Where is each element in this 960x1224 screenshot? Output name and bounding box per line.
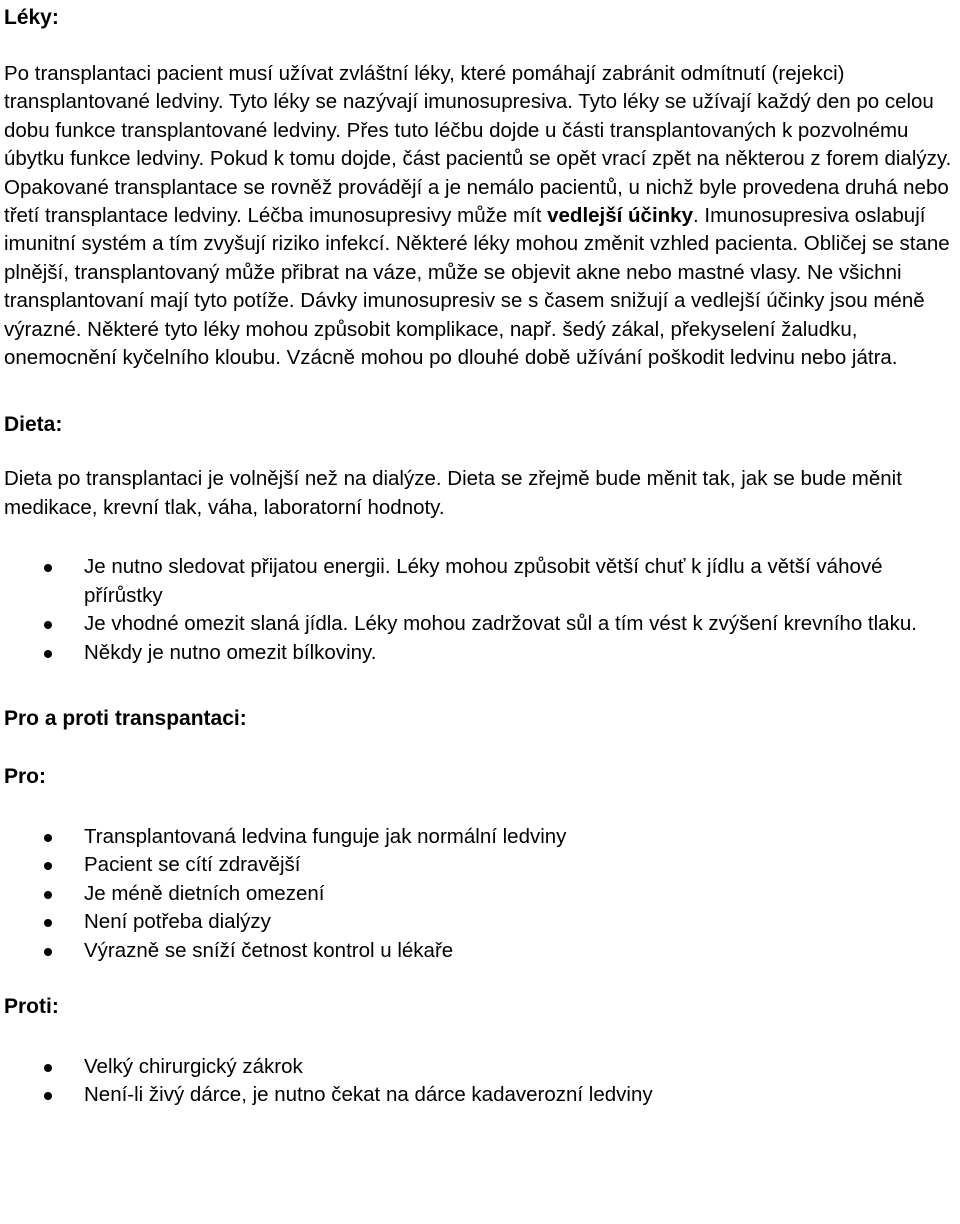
- bullet-icon: [44, 862, 52, 870]
- bullet-icon: [44, 564, 52, 572]
- list-item-text: Někdy je nutno omezit bílkoviny.: [84, 640, 377, 664]
- heading-pro-a-proti: Pro a proti transpantaci:: [4, 706, 247, 730]
- list-item-text: Je vhodné omezit slaná jídla. Léky mohou zadržovat sůl a tím vést k zvýšení krevního tlaku.: [84, 612, 917, 636]
- document-page: [4, 0, 956, 1110]
- paragraph-leky: [4, 60, 956, 372]
- list-item: [4, 851, 956, 879]
- list-item: [4, 639, 956, 667]
- list-item-text: Pacient se cítí zdravější: [84, 853, 301, 877]
- list-item-text: Velký chirurgický zákrok: [84, 1054, 303, 1078]
- bullet-icon: [44, 1092, 52, 1100]
- list-item: [4, 610, 956, 638]
- list-item-text: Je méně dietních omezení: [84, 881, 325, 905]
- leky-text-a: Po transplantaci pacient musí užívat zvláštní léky, které pomáhají zabránit odmítnutí (rejekci) transplantované ledviny. Tyto léky se nazývají imunosupresiva. Tyto léky se užívají každý den po celou dobu funkce transplantované ledviny. Přes tuto léčbu dojde u části transplantovaných k pozvolnému úbytku funkce ledviny. Pokud k tomu dojde, část pacientů se opět vrací zpět na některou z forem dialýzy. Opakované transplantace se rovněž provádějí a je nemálo pacientů, u nichž byle provedena druhá nebo třetí transplantace ledviny. Léčba imunosupresivy může mít: [4, 62, 952, 228]
- bullet-icon: [44, 948, 52, 956]
- list-item-text: Transplantovaná ledvina funguje jak normální ledviny: [84, 824, 567, 848]
- list-item: [4, 937, 956, 965]
- heading-leky: Léky:: [4, 6, 59, 29]
- proti-list: [4, 1053, 956, 1110]
- bullet-icon: [44, 621, 52, 629]
- list-item-text: Není potřeba dialýzy: [84, 910, 271, 934]
- leky-text-b: . Imunosupresiva oslabují imunitní systém a tím zvyšují riziko infekcí. Některé léky mohou změnit vzhled pacienta. Obličej se stane plnější, transplantovaný může přibrat na váze, může se objevit akne nebo mastné vlasy. Ne všichni transplantovaní mají tyto potíže. Dávky imunosupresiv se s časem snižují a vedlejší účinky jsou méně výrazné. Některé tyto léky mohou způsobit komplikace, např. šedý zákal, překyselení žaludku, onemocnění kyčelního kloubu. Vzácně mohou po dlouhé době užívání poškodit ledvinu nebo játra.: [4, 204, 950, 370]
- dieta-list: [4, 553, 956, 667]
- list-item: [4, 908, 956, 936]
- heading-pro: Pro:: [4, 764, 46, 788]
- leky-text-bold: vedlejší účinky: [547, 204, 693, 228]
- heading-dieta: Dieta:: [4, 413, 63, 437]
- bullet-icon: [44, 919, 52, 927]
- heading-proti: Proti:: [4, 994, 59, 1018]
- bullet-icon: [44, 834, 52, 842]
- bullet-icon: [44, 650, 52, 658]
- list-item: [4, 1053, 956, 1081]
- pro-list: [4, 823, 956, 965]
- list-item: [4, 1081, 956, 1109]
- list-item-text: Je nutno sledovat přijatou energii. Léky mohou způsobit větší chuť k jídlu a větší váhové přírůstky: [84, 555, 883, 607]
- bullet-icon: [44, 891, 52, 899]
- list-item: [4, 880, 956, 908]
- list-item: [4, 823, 956, 851]
- list-item-text: Výrazně se sníží četnost kontrol u lékaře: [84, 938, 454, 962]
- list-item-text: Není-li živý dárce, je nutno čekat na dárce kadaverozní ledviny: [84, 1083, 653, 1107]
- bullet-icon: [44, 1064, 52, 1072]
- list-item: [4, 553, 956, 610]
- paragraph-dieta: Dieta po transplantaci je volnější než na dialýze. Dieta se zřejmě bude měnit tak, jak se bude měnit medikace, krevní tlak, váha, laboratorní hodnoty.: [4, 467, 902, 519]
